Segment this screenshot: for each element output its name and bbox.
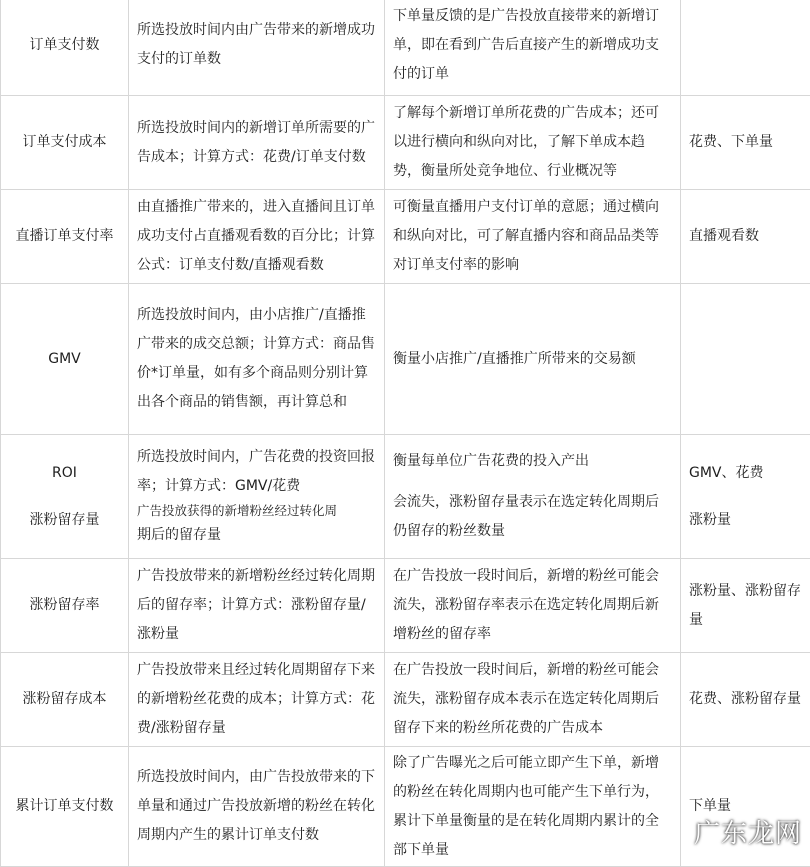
related-metrics: 花费、涨粉留存量: [681, 653, 810, 747]
watermark-logo: 广东龙网: [694, 813, 802, 850]
metric-meaning: 了解每个新增订单所花费的广告成本；还可以进行横向和纵向对比，了解下单成本趋势，衡量所处竞争地位、行业概况等: [385, 96, 681, 190]
metric-meaning: 在广告投放一段时间后，新增的粉丝可能会流失，涨粉留存成本表示在选定转化周期后留存下来的粉丝所花费的广告成本: [385, 653, 681, 747]
metric-meaning-merged: [385, 435, 681, 559]
metric-name: 直播订单支付率: [1, 190, 129, 284]
metric-definition: 所选投放时间内的新增订单所需要的广告成本；计算方式：花费/订单支付数: [129, 96, 385, 190]
metric-definition: 所选投放时间内，广告花费的投资回报率；计算方式：GMV/花费: [137, 443, 376, 501]
metric-meaning: 会流失，涨粉留存量表示在选定转化周期后仍留存的粉丝数量: [393, 488, 672, 546]
metric-meaning: 衡量小店推广/直播推广所带来的交易额: [385, 284, 681, 435]
metric-name: 涨粉留存量: [5, 506, 124, 535]
related-metrics: [681, 284, 810, 435]
metric-name: 订单支付数: [1, 0, 129, 96]
table-row: [1, 96, 810, 190]
table-row: [1, 747, 810, 867]
table-row: [1, 0, 810, 96]
related-metrics: 涨粉量、涨粉留存量: [681, 559, 810, 653]
metric-definition: 期后的留存量: [137, 521, 376, 550]
related-metrics: 下单量: [681, 747, 810, 867]
metric-definition: 所选投放时间内由广告带来的新增成功支付的订单数: [129, 0, 385, 96]
metric-definition: 所选投放时间内，由广告投放带来的下单量和通过广告投放新增的粉丝在转化周期内产生的累计订单支付数: [129, 747, 385, 867]
related-metrics: 花费、下单量: [681, 96, 810, 190]
metric-definition: 广告投放带来且经过转化周期留存下来的新增粉丝花费的成本；计算方式：花费/涨粉留存量: [129, 653, 385, 747]
table-row: [1, 284, 810, 435]
metric-definition-clipped: 广告投放获得的新增粉丝经过转化周: [137, 501, 376, 521]
metric-meaning: 除了广告曝光之后可能立即产生下单，新增的粉丝在转化周期内也可能产生下单行为，累计下单量衡量的是在转化周期内累计的全部下单量: [385, 747, 681, 867]
metric-name-merged: [1, 435, 129, 559]
metric-name: 涨粉留存率: [1, 559, 129, 653]
metric-meaning: 衡量每单位广告花费的投入产出: [393, 447, 672, 476]
metric-definition-merged: [129, 435, 385, 559]
metric-name: 涨粉留存成本: [1, 653, 129, 747]
metric-name: 订单支付成本: [1, 96, 129, 190]
metric-name: 累计订单支付数: [1, 747, 129, 867]
metric-definition: 广告投放带来的新增粉丝经过转化周期后的留存率；计算方式：涨粉留存量/涨粉量: [129, 559, 385, 653]
table-row: [1, 190, 810, 284]
table-row: [1, 653, 810, 747]
metric-definition: 由直播推广带来的，进入直播间且订单成功支付占直播观看数的百分比；计算公式：订单支付数/直播观看数: [129, 190, 385, 284]
related-metrics: [681, 0, 810, 96]
metric-definition: 所选投放时间内，由小店推广/直播推广带来的成交总额；计算方式：商品售价*订单量，如有多个商品则分别计算出各个商品的销售额，再计算总和: [129, 284, 385, 435]
table-row: [1, 559, 810, 653]
metric-meaning: 下单量反馈的是广告投放直接带来的新增订单，即在看到广告后直接产生的新增成功支付的订单: [385, 0, 681, 96]
related-metrics: 涨粉量: [689, 506, 804, 535]
table-row: [1, 435, 810, 559]
metric-name: ROI: [5, 459, 124, 488]
related-metrics: GMV、花费: [689, 459, 804, 488]
related-metrics: 直播观看数: [681, 190, 810, 284]
metric-meaning: 可衡量直播用户支付订单的意愿；通过横向和纵向对比，可了解直播内容和商品品类等对订单支付率的影响: [385, 190, 681, 284]
metric-meaning: 在广告投放一段时间后，新增的粉丝可能会流失，涨粉留存率表示在选定转化周期后新增粉丝的留存率: [385, 559, 681, 653]
metric-name: GMV: [1, 284, 129, 435]
related-metrics-merged: [681, 435, 810, 559]
